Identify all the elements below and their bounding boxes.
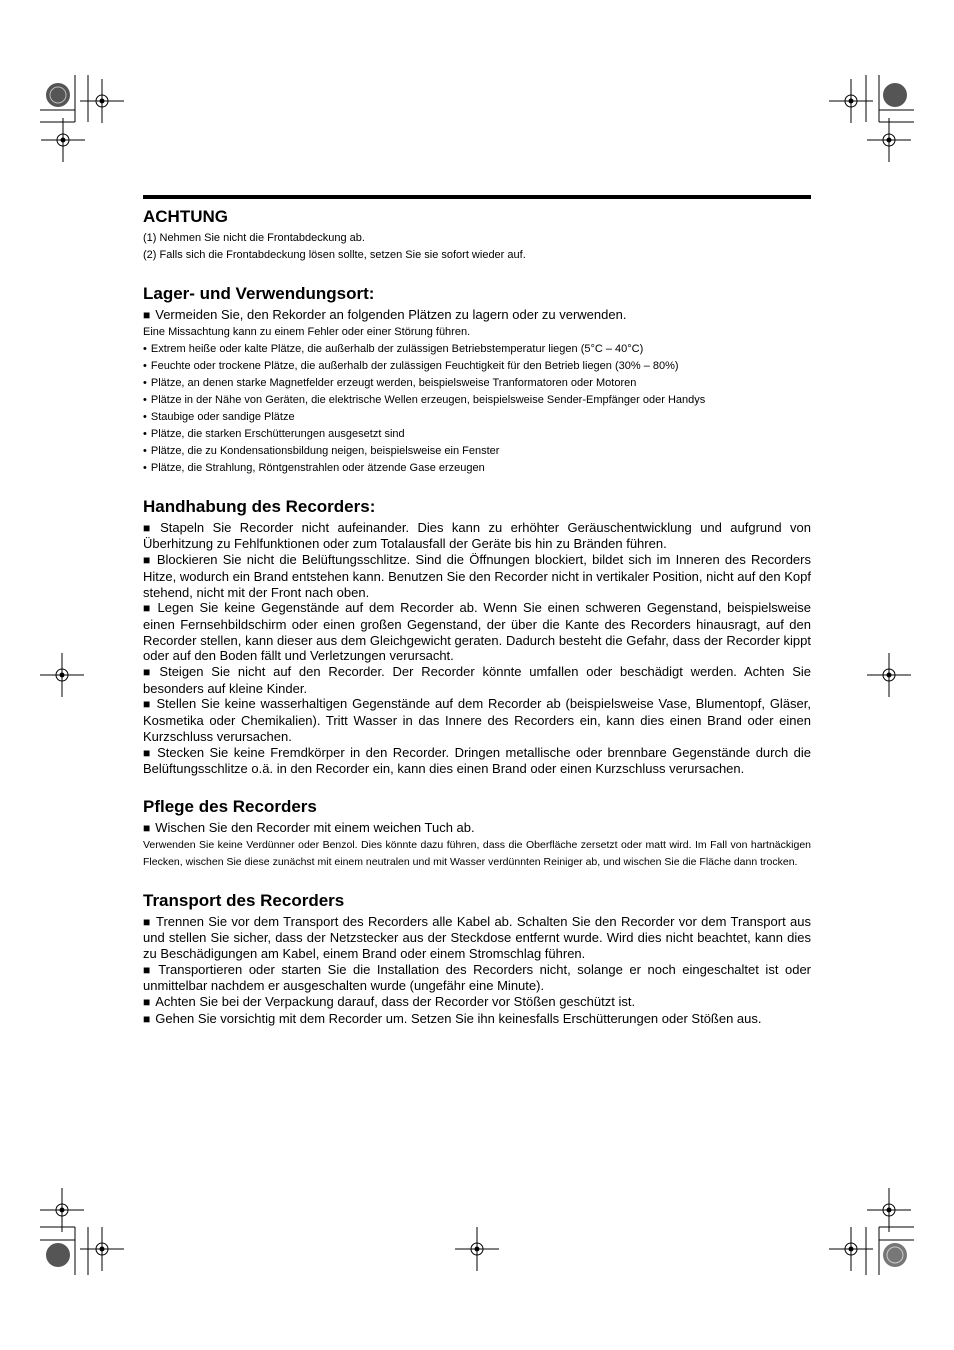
crop-mark-top-right-icon — [829, 75, 914, 162]
crop-mark-bottom-right-icon — [829, 1188, 914, 1275]
list-item: • Feuchte oder trockene Plätze, die außerhalb der zulässigen Feuchtigkeit für den Betrieb liegen (30% – 80%) — [143, 358, 811, 375]
top-rule — [143, 195, 811, 199]
paragraph: ■ Transportieren oder starten Sie die Installation des Recorders nicht, solange er noch eingeschaltet ist oder unmittelbar nachdem er ausgeschalten wurde (ungefähr eine Minute). — [143, 962, 811, 994]
pflege-note: Verwenden Sie keine Verdünner oder Benzol. Dies könnte dazu führen, dass die Oberfläche zersetzt oder matt wird. Im Fall von hartnäckigen Flecken, wischen Sie diese zunächst mit einem neutralen und mit Wasser verdünnten Reiniger ab, und wischen Sie die Fläche dann trocken. — [143, 838, 811, 868]
list-item: • Plätze, die Strahlung, Röntgenstrahlen oder ätzende Gase erzeugen — [143, 460, 811, 477]
section-achtung — [143, 207, 811, 264]
crop-mark-top-left-icon — [40, 75, 124, 162]
list-item: • Plätze, an denen starke Magnetfelder erzeugt werden, beispielsweise Tranformatoren oder Motoren — [143, 375, 811, 392]
document-body — [143, 195, 811, 1028]
paragraph: ■ Gehen Sie vorsichtig mit dem Recorder um. Setzen Sie ihn keinesfalls Erschütterungen oder Stößen aus. — [143, 1011, 811, 1028]
heading-lager: Lager- und Verwendungsort: — [143, 284, 375, 303]
heading-achtung: ACHTUNG — [143, 207, 228, 226]
paragraph: ■ Steigen Sie nicht auf den Recorder. Der Recorder könnte umfallen oder beschädigt werden. Achten Sie besonders auf kleine Kinder. — [143, 664, 811, 696]
list-item: • Plätze, die starken Erschütterungen ausgesetzt sind — [143, 426, 811, 443]
paragraph: ■ Trennen Sie vor dem Transport des Recorders alle Kabel ab. Schalten Sie den Recorder vor dem Transport aus und stellen Sie sicher, dass der Netzstecker aus der Steckdose entfernt wurde. Wird dies nicht beachtet, kann dies zu Beschädigungen am Kabel, einem Brand oder einem Stromschlag führen. — [143, 914, 811, 962]
crop-mark-bottom-left-icon — [40, 1188, 124, 1275]
crop-mark-mid-left-icon — [40, 653, 84, 697]
paragraph: ■ Stellen Sie keine wasserhaltigen Gegenstände auf dem Recorder ab (beispielsweise Vase, Blumentopf, Gläser, Kosmetika oder Chemikalien). Tritt Wasser in das Innere des Recorders ein, kann dies einen Brand oder einen Kurzschluss verursachen. — [143, 696, 811, 744]
list-item: • Extrem heiße oder kalte Plätze, die außerhalb der zulässigen Betriebstemperatur liegen (5°C – 40°C) — [143, 341, 811, 358]
paragraph: ■ Stecken Sie keine Fremdkörper in den Recorder. Dringen metallische oder brennbare Gegenstände durch die Belüftungsschlitze o.ä. in den Recorder ein, kann dies einen Brand oder einen Kurzschluss verursachen. — [143, 745, 811, 777]
section-transport — [143, 891, 811, 1028]
section-handhabung — [143, 497, 811, 777]
crop-mark-mid-right-icon — [867, 653, 911, 697]
section-lager — [143, 284, 811, 477]
heading-handhabung: Handhabung des Recorders: — [143, 496, 376, 516]
section-pflege — [143, 797, 811, 871]
paragraph: ■ Achten Sie bei der Verpackung darauf, dass der Recorder vor Stößen geschützt ist. — [143, 994, 811, 1011]
paragraph: ■ Stapeln Sie Recorder nicht aufeinander. Dies kann zu erhöhter Geräuschentwicklung und aufgrund von Überhitzung zu Fehlfunktionen oder zum Totalausfall der Geräte bis hin zu Bränden führen. — [143, 520, 811, 552]
list-item: • Plätze, die zu Kondensationsbildung neigen, beispielsweise ein Fenster — [143, 443, 811, 460]
list-item: • Plätze in der Nähe von Geräten, die elektrische Wellen erzeugen, beispielsweise Sender-Empfänger oder Handys — [143, 392, 811, 409]
crop-mark-bottom-center-icon — [455, 1227, 499, 1271]
lager-lead: ■ Vermeiden Sie, den Rekorder an folgenden Plätzen zu lagern oder zu verwenden. — [143, 307, 811, 324]
heading-transport: Transport des Recorders — [143, 890, 345, 910]
paragraph: ■ Blockieren Sie nicht die Belüftungsschlitze. Sind die Öffnungen blockiert, bildet sich im Inneren des Recorders Hitze, wodurch ein Brand entstehen kann. Benutzen Sie den Recorder nicht in vertikaler Position, nicht auf den Kopf stehend, nicht mit der Front nach oben. — [143, 552, 811, 600]
list-item: • Staubige oder sandige Plätze — [143, 409, 811, 426]
achtung-item: (2) Falls sich die Frontabdeckung lösen sollte, setzen Sie sie sofort wieder auf. — [143, 249, 526, 261]
lager-note: Eine Missachtung kann zu einem Fehler oder einer Störung führen. — [143, 325, 471, 338]
achtung-item: (1) Nehmen Sie nicht die Frontabdeckung ab. — [143, 232, 365, 244]
heading-pflege: Pflege des Recorders — [143, 796, 317, 816]
pflege-lead: ■ Wischen Sie den Recorder mit einem weichen Tuch ab. — [143, 820, 811, 837]
paragraph: ■ Legen Sie keine Gegenstände auf dem Recorder ab. Wenn Sie einen schweren Gegenstand, beispielsweise einen Fernsehbildschirm oder einen großen Gegenstand, der über die Kante des Recorders hinausragt, auf den Recorder stellen, kann dieser aus dem Gleichgewicht geraten. Dadurch besteht die Gefahr, dass der Recorder kippt oder auf den Boden fällt und Verletzungen verursacht. — [143, 600, 811, 664]
